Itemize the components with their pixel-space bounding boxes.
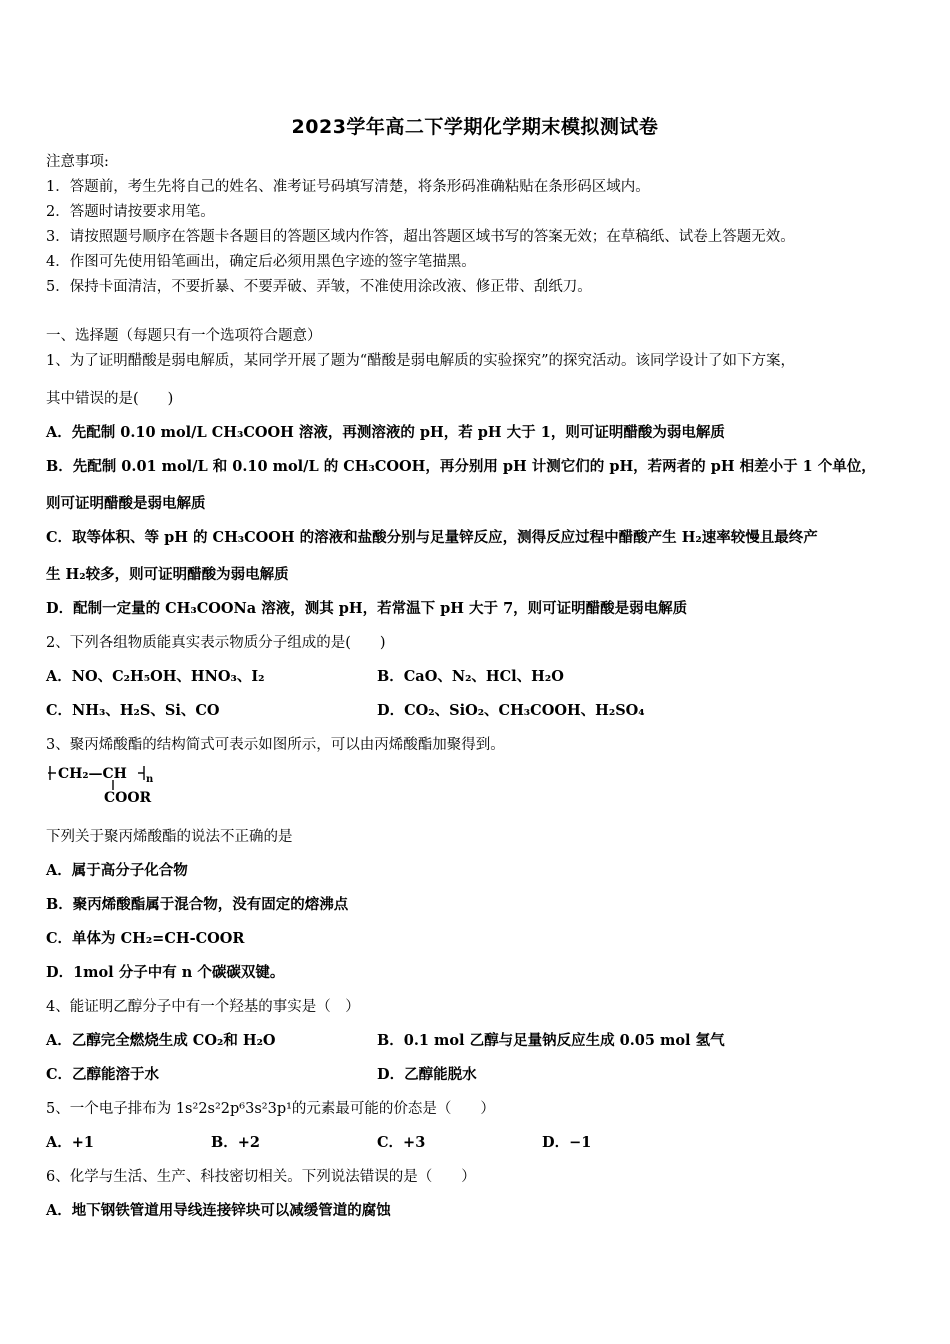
notice-item: 2．答题时请按要求用笔。 (46, 204, 215, 220)
repeat-count-n: n (146, 774, 154, 785)
q5-stem: 5、一个电子排布为 1s²2s²2p⁶3s²3p¹的元素最可能的价态是（ ） (46, 1101, 495, 1117)
q2-option-a: A．NO、C₂H₅OH、HNO₃、I₂ (46, 668, 265, 685)
q2-options-row-1 (46, 667, 564, 687)
q5-option-a: A．+1 (46, 1134, 94, 1151)
q3-stem-2: 下列关于聚丙烯酸酯的说法不正确的是 (46, 829, 293, 845)
notice-item: 4．作图可先使用铅笔画出，确定后必须用黑色字迹的签字笔描黑。 (46, 254, 476, 270)
q1-option-c-cont: 生 H₂较多，则可证明醋酸为弱电解质 (46, 566, 289, 583)
q5-option-b: B．+2 (211, 1134, 260, 1151)
polyacrylate-structure-svg (48, 764, 168, 808)
q6-stem: 6、化学与生活、生产、科技密切相关。下列说法错误的是（ ） (46, 1169, 476, 1185)
q3-option-c: C．单体为 CH₂=CH-COOR (46, 930, 245, 947)
q1-option-b-cont: 则可证明醋酸是弱电解质 (46, 495, 206, 512)
q4-option-d: D．乙醇能脱水 (377, 1066, 477, 1083)
q2-stem: 2、下列各组物质能真实表示物质分子组成的是( ) (46, 635, 386, 651)
q4-options-row-1 (46, 1031, 725, 1051)
notice-heading: 注意事项: (46, 154, 109, 170)
q1-stem-cont: 其中错误的是( ) (46, 391, 174, 407)
q1-stem: 1、为了证明醋酸是弱电解质，某同学开展了题为“醋酸是弱电解质的实验探究”的探究活动。该同学设计了如下方案， (46, 353, 796, 369)
q4-option-b: B．0.1 mol 乙醇与足量钠反应生成 0.05 mol 氢气 (377, 1032, 725, 1049)
q4-options-row-2 (46, 1065, 477, 1085)
notice-item: 1．答题前，考生先将自己的姓名、准考证号码填写清楚，将条形码准确粘贴在条形码区域内。 (46, 179, 650, 195)
q5-option-c: C．+3 (377, 1134, 426, 1151)
q2-option-c: C．NH₃、H₂S、Si、CO (46, 702, 220, 719)
repeat-unit-text: CH₂—CH (58, 766, 127, 782)
notice-item: 5．保持卡面清洁，不要折暴、不要弄破、弄皱，不准使用涂改液、修正带、刮纸刀。 (46, 279, 592, 295)
q4-stem: 4、能证明乙醇分子中有一个羟基的事实是（ ） (46, 999, 360, 1015)
q5-options-row (46, 1133, 592, 1153)
q1-option-c: C．取等体积、等 pH 的 CH₃COOH 的溶液和盐酸分别与足量锌反应，测得反应过程中醋酸产生 H₂速率较慢且最终产 (46, 529, 818, 546)
q1-option-a: A．先配制 0.10 mol/L CH₃COOH 溶液，再测溶液的 pH，若 pH 大于 1，则可证明醋酸为弱电解质 (46, 424, 725, 441)
q3-option-b: B．聚丙烯酸酯属于混合物，没有固定的熔沸点 (46, 896, 349, 913)
ester-group-text: COOR (104, 790, 152, 806)
section-heading: 一、选择题（每题只有一个选项符合题意） (46, 328, 322, 344)
q2-option-d: D．CO₂、SiO₂、CH₃COOH、H₂SO₄ (377, 702, 645, 719)
q2-options-row-2 (46, 701, 645, 721)
q4-option-c: C．乙醇能溶于水 (46, 1066, 160, 1083)
q6-option-a: A．地下钢铁管道用导线连接锌块可以减缓管道的腐蚀 (46, 1202, 391, 1219)
page-title: 2023学年高二下学期化学期末模拟测试卷 (291, 116, 659, 138)
q2-option-b: B．CaO、N₂、HCl、H₂O (377, 668, 564, 685)
notice-item: 3．请按照题号顺序在答题卡各题目的答题区域内作答，超出答题区域书写的答案无效；在草稿纸、试卷上答题无效。 (46, 229, 795, 245)
q4-option-a: A．乙醇完全燃烧生成 CO₂和 H₂O (46, 1032, 276, 1049)
q5-option-d: D．−1 (542, 1134, 592, 1151)
q1-option-d: D．配制一定量的 CH₃COONa 溶液，测其 pH，若常温下 pH 大于 7，则可证明醋酸是弱电解质 (46, 600, 688, 617)
q3-stem: 3、聚丙烯酸酯的结构简式可表示如图所示，可以由丙烯酸酯加聚得到。 (46, 737, 505, 753)
q3-option-d: D．1mol 分子中有 n 个碳碳双键。 (46, 964, 285, 981)
q3-option-a: A．属于高分子化合物 (46, 862, 188, 879)
polyacrylate-structure-formula (48, 764, 168, 808)
q1-option-b: B．先配制 0.01 mol/L 和 0.10 mol/L 的 CH₃COOH，再分别用 pH 计测它们的 pH，若两者的 pH 相差小于 1 个单位， (46, 458, 876, 475)
